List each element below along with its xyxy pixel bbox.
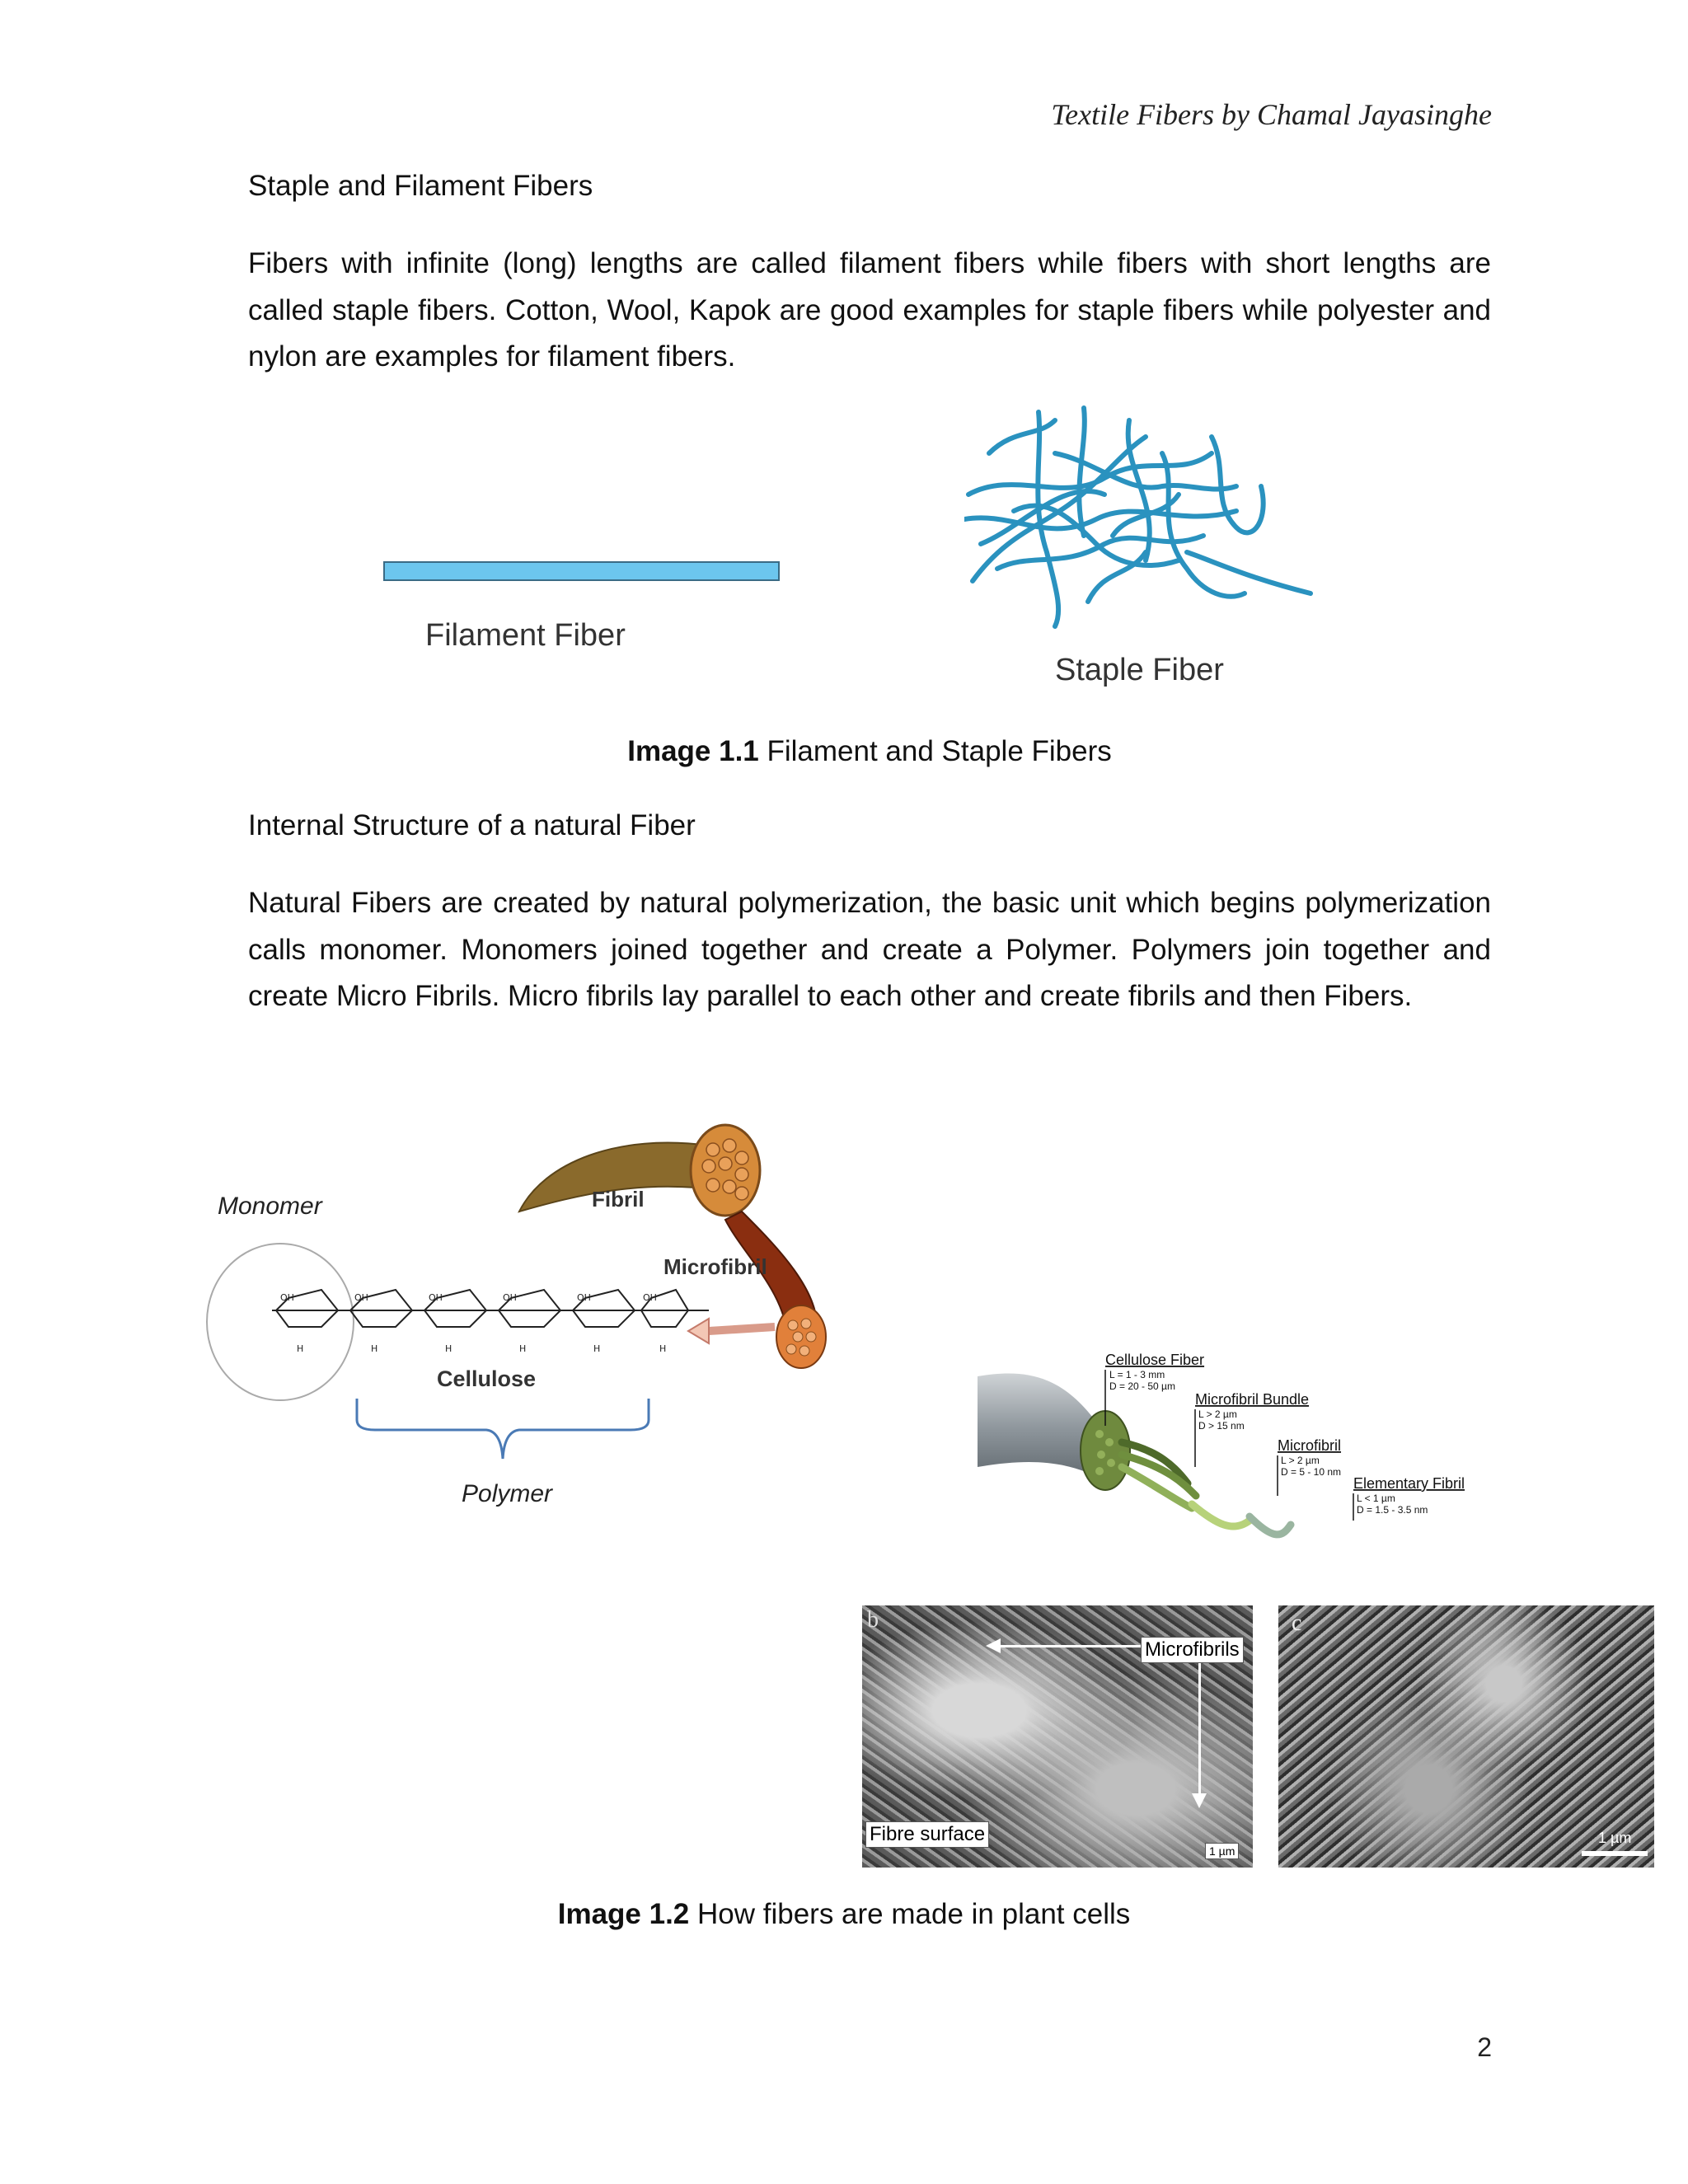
paragraph-internal-structure: Natural Fibers are created by natural polymerization, the basic unit which begins polymerization calls monomer. Monomers joined together and create a Polymer. Polymers join together and create Micro Fibrils. Micro fibrils lay parallel to each other and create fibrils and then Fibers.: [248, 887, 1491, 1012]
monomer-label: Monomer: [218, 1193, 322, 1220]
staple-fiber-illustration: [964, 404, 1327, 643]
svg-text:OH: OH: [354, 1292, 368, 1303]
sem-image-c: [1278, 1605, 1654, 1868]
svg-text:OH: OH: [503, 1292, 517, 1303]
filament-fiber-bar: [383, 561, 780, 581]
sem-image-b: [862, 1605, 1253, 1868]
microfibril-diameter: D = 5 - 10 nm: [1281, 1466, 1342, 1478]
sem-c-scale-line: [1582, 1851, 1648, 1856]
section-heading-staple-filament: Staple and Filament Fibers: [248, 170, 593, 202]
svg-text:OH: OH: [577, 1292, 591, 1303]
cellulose-fiber-title: Cellulose Fiber: [1105, 1352, 1205, 1368]
svg-text:H: H: [519, 1343, 527, 1354]
figure-1-1-caption-text: Filament and Staple Fibers: [758, 735, 1112, 767]
polymer-brace: [350, 1397, 655, 1463]
sem-c-scale-label: 1 µm: [1598, 1830, 1632, 1846]
figure-1-2-caption-number: Image 1.2: [557, 1898, 690, 1930]
section-heading-internal-structure: Internal Structure of a natural Fiber: [248, 809, 696, 841]
microfibril-length: L > 2 µm: [1281, 1455, 1320, 1466]
figure-1-1-caption-number: Image 1.1: [627, 735, 759, 767]
svg-text:OH: OH: [643, 1292, 657, 1303]
sem-b-arrow-vertical: [1198, 1657, 1201, 1797]
microfibril-title: Microfibril: [1278, 1437, 1342, 1454]
sem-b-arrowhead-left: [986, 1638, 1001, 1653]
figure-1-1-caption: [0, 735, 1688, 768]
microfibril-bundle-title: Microfibril Bundle: [1195, 1391, 1310, 1408]
figure-1-2-caption-text: How fibers are made in plant cells: [689, 1898, 1131, 1930]
filament-fiber-label: Filament Fiber: [425, 618, 626, 653]
cellulose-fiber-diameter: D = 20 - 50 µm: [1109, 1380, 1175, 1392]
elementary-fibril-length: L < 1 µm: [1357, 1493, 1395, 1504]
svg-text:H: H: [371, 1343, 378, 1354]
fibril-label: Fibril: [592, 1187, 645, 1212]
sem-b-microfibrils-label: Microfibrils: [1141, 1637, 1244, 1663]
svg-text:H: H: [659, 1343, 667, 1354]
figure-1-2-caption: [0, 1898, 1688, 1931]
sem-b-letter: b: [867, 1607, 879, 1633]
sem-b-arrowhead-down: [1192, 1793, 1207, 1808]
elementary-fibril-diameter: D = 1.5 - 3.5 nm: [1357, 1504, 1428, 1516]
microfibril-label: Microfibril: [663, 1254, 767, 1279]
elementary-fibril-title: Elementary Fibril: [1353, 1475, 1465, 1492]
fiber-hierarchy-diagram: [978, 1352, 1505, 1566]
polymer-label: Polymer: [462, 1480, 553, 1507]
svg-text:H: H: [593, 1343, 601, 1354]
svg-text:OH: OH: [429, 1292, 443, 1303]
svg-text:OH: OH: [280, 1292, 294, 1303]
sem-c-letter: c: [1292, 1610, 1302, 1636]
svg-text:H: H: [445, 1343, 452, 1354]
microfibril-bundle-diameter: D > 15 nm: [1198, 1420, 1245, 1432]
page-number: 2: [1477, 2032, 1492, 2062]
paragraph-staple-filament: Fibers with infinite (long) lengths are called filament fibers while fibers with short lengths are called staple fibers. Cotton, Wool, Kapok are good examples for staple fibers while polyester and nylon are examples for filament fibers.: [248, 247, 1491, 373]
cellulose-label: Cellulose: [437, 1366, 537, 1391]
sem-b-scale-bar: 1 µm: [1205, 1843, 1239, 1859]
staple-fiber-label: Staple Fiber: [1055, 653, 1224, 687]
cellulose-fiber-length: L = 1 - 3 mm: [1109, 1369, 1165, 1380]
sem-b-fibre-surface-label: Fibre surface: [865, 1821, 989, 1848]
microfibril-bundle-length: L > 2 µm: [1198, 1408, 1237, 1420]
svg-text:H: H: [297, 1343, 304, 1354]
running-header: Textile Fibers by Chamal Jayasinghe: [1051, 98, 1492, 131]
